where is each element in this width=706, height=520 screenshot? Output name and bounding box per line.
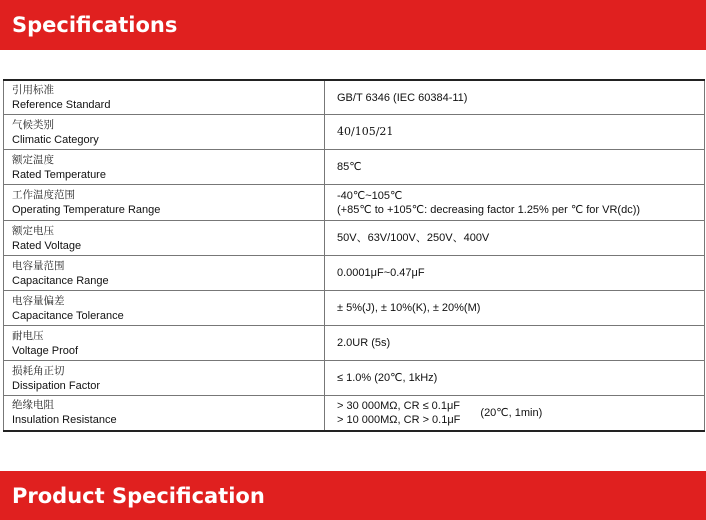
product-specification-header [0, 471, 706, 520]
table-row [4, 115, 705, 150]
param-value: ≤ 1.0% (20℃, 1kHz) [325, 361, 705, 396]
param-name-cn: 电容量偏差 [12, 294, 65, 307]
param-name-cn: 引用标准 [12, 84, 54, 96]
specifications-header [0, 0, 706, 50]
param-name-cn: 额定电压 [12, 224, 54, 237]
param-name-en: Rated Voltage [12, 239, 82, 252]
param-value-note: (+85℃ to +105℃: decreasing factor 1.25% per ℃ for VR(dc)) [337, 203, 641, 216]
param-name-cell [4, 115, 325, 150]
param-value: ± 5%(J), ± 10%(K), ± 20%(M) [325, 291, 705, 326]
param-value: 0.0001μF~0.47μF [325, 256, 705, 291]
param-name-cell [4, 326, 325, 361]
param-name-en: Rated Temperature [12, 168, 106, 181]
table-row [4, 150, 705, 185]
param-name-cell [4, 185, 325, 221]
param-name-en: Climatic Category [12, 133, 99, 146]
table-row [4, 326, 705, 361]
param-name-en: Capacitance Tolerance [12, 309, 124, 322]
param-name-cn: 工作温度范围 [12, 189, 75, 201]
param-name-en: Insulation Resistance [12, 414, 117, 427]
param-name-cn: 气候类别 [12, 118, 54, 131]
param-name-cn: 绝缘电阻 [12, 399, 54, 412]
param-value: -40℃~105℃ [337, 189, 403, 202]
param-name-cn: 耐电压 [12, 329, 44, 342]
table-row [4, 185, 705, 221]
param-value: 40/105/21 [325, 115, 705, 150]
param-name-cell [4, 256, 325, 291]
table-row [4, 291, 705, 326]
param-name-en: Reference Standard [12, 99, 111, 111]
product-specification-title: Product Specification [12, 483, 265, 508]
param-name-en: Operating Temperature Range [12, 204, 161, 216]
param-name-en: Capacitance Range [12, 274, 109, 287]
param-name-cell [4, 396, 325, 431]
param-value-cell [325, 185, 705, 221]
specifications-table [3, 79, 705, 432]
param-value-note: (20℃, 1min) [480, 406, 543, 419]
param-value: 85℃ [325, 150, 705, 185]
param-name-cell [4, 221, 325, 256]
table-row [4, 221, 705, 256]
param-value: 50V、63V/100V、250V、400V [325, 221, 705, 256]
table-row [4, 80, 705, 115]
param-name-cn: 损耗角正切 [12, 364, 65, 377]
param-name-en: Voltage Proof [12, 344, 79, 357]
param-value: 2.0UR (5s) [325, 326, 705, 361]
table-row [4, 361, 705, 396]
param-value-line2: > 10 000MΩ, CR > 0.1μF [337, 413, 461, 426]
table-row [4, 256, 705, 291]
param-name-cell [4, 361, 325, 396]
param-name-cn: 额定温度 [12, 153, 54, 166]
param-value: GB/T 6346 (IEC 60384-11) [325, 80, 705, 115]
table-row [4, 396, 705, 431]
param-name-cell [4, 80, 325, 115]
param-name-cn: 电容量范围 [12, 259, 65, 272]
param-name-en: Dissipation Factor [12, 379, 101, 392]
param-value: > 30 000MΩ, CR ≤ 0.1μF [337, 399, 461, 412]
param-name-cell [4, 150, 325, 185]
param-name-cell [4, 291, 325, 326]
specifications-title: Specifications [12, 13, 178, 37]
param-value-cell [325, 396, 705, 431]
